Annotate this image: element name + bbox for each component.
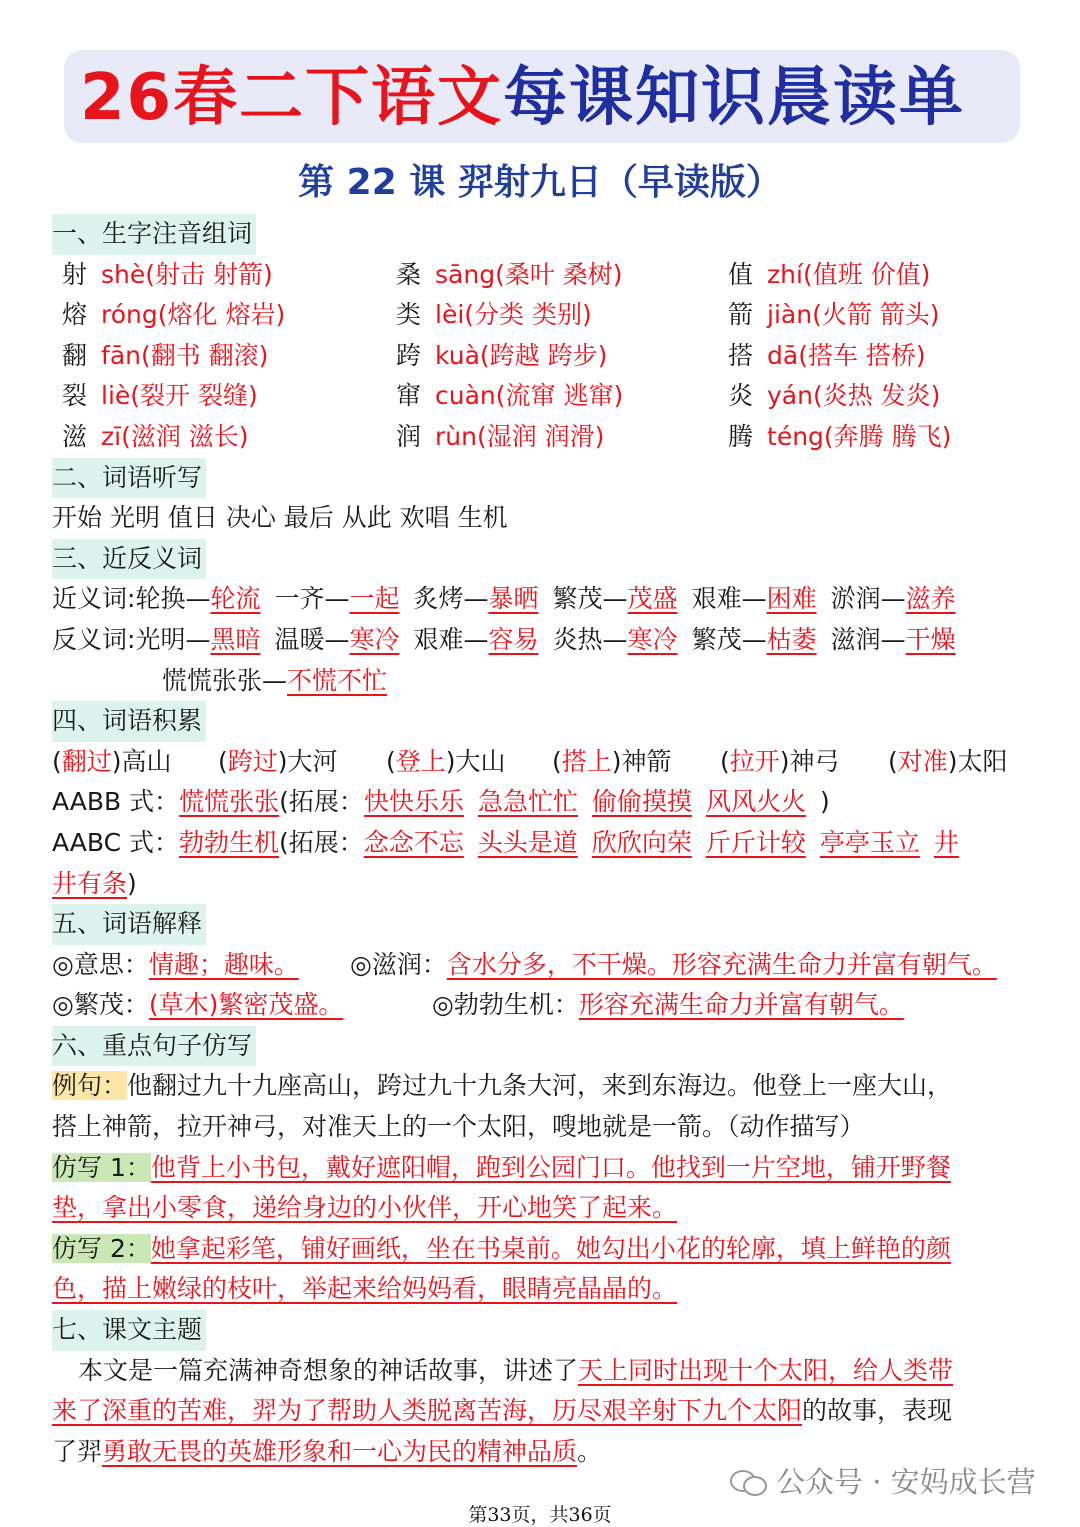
char-entry [396,417,604,458]
aabc-row-cont: 井有条) [52,868,137,898]
theme-line-2: 来了深重的苦难，羿为了帮助人类脱离苦海，历尽艰辛射下九个太阳的故事，表现 [52,1396,953,1426]
pinyin: dā [767,340,799,370]
char: 射 [62,259,88,289]
words: (分类 类别) [464,300,592,330]
char-entry [728,376,940,417]
section-7-title: 七、课文主题 [52,1310,206,1351]
char-row [52,295,1032,336]
imitation-2-line-2: 色，描上嫩绿的枝叶，举起来给妈妈看，眼睛亮晶晶的。 [52,1274,678,1304]
words: (裂开 裂缝) [130,381,258,411]
char-row [52,376,1032,417]
verb-phrase: (登上)大山 [386,746,506,776]
imitation-2-line-1: 仿写 2：她拿起彩笔，铺好画纸，坐在书桌前。她勾出小花的轮廓，填上鲜艳的颜 [52,1233,951,1263]
char-entry [396,336,607,377]
verb-phrase: (对准)太阳 [888,746,1008,776]
char: 窜 [396,381,422,411]
char: 箭 [728,300,754,330]
content [52,214,1032,1472]
char: 裂 [62,381,88,411]
words: (射击 射箭) [145,259,273,289]
watermark: 公众号 · 安妈成长营 [730,1460,1036,1501]
pinyin: rùn [435,421,477,451]
aabc-row: AABC 式：勃勃生机(拓展：念念不忘 头头是道 欣欣向荣 斤斤计较 亭亭玉立 井 [52,827,959,857]
words: (流窜 逃窜) [495,381,624,411]
pinyin: cuàn [435,381,496,411]
char: 跨 [396,340,422,370]
char-entry [62,295,285,336]
char-entry [396,255,623,296]
char: 腾 [728,421,754,451]
char-row [52,336,1032,377]
char: 值 [728,259,754,289]
char-entry [728,336,926,377]
char: 桑 [396,259,422,289]
definitions-row-1: ◎意思：情趣；趣味。 ◎滋润：含水分多，不干燥。形容充满生命力并富有朝气。 [52,949,997,979]
char-entry [396,376,623,417]
words: (奔腾 腾飞) [823,421,952,451]
pinyin: sāng [435,259,496,289]
pinyin: kuà [435,340,480,370]
char-entry [62,376,258,417]
words: (搭车 搭桥) [798,340,926,370]
words: (炎热 发炎) [812,381,941,411]
verb-phrase: (翻过)高山 [52,746,172,776]
pinyin: lèi [435,300,465,330]
example-sentence-line-1: 例句：他翻过九十九座高山，跨过九十九条大河，来到东海边。他登上一座大山， [52,1071,953,1101]
theme-line-3: 了羿勇敢无畏的英雄形象和一心为民的精神品质。 [52,1436,603,1466]
words: (熔化 熔岩) [157,300,286,330]
char-entry [728,295,940,336]
antonyms-row: 反义词:光明—黑暗 温暖—寒冷 艰难—容易 炎热—寒冷 繁茂—枯萎 滋润—干燥 [52,624,956,654]
char-entry [728,255,930,296]
char: 类 [396,300,422,330]
section-6-title: 六、重点句子仿写 [52,1026,256,1067]
pinyin: jiàn [767,300,813,330]
section-4-title: 四、词语积累 [52,701,206,742]
imitation-1-line-2: 垫，拿出小零食，递给身边的小伙伴，开心地笑了起来。 [52,1193,678,1223]
synonyms-row: 近义词:轮换—轮流 一齐—一起 炙烤—暴晒 繁茂—茂盛 艰难—困难 淤润—滋养 [52,584,956,614]
theme-line-1: 本文是一篇充满神奇想象的神话故事，讲述了天上同时出现十个太阳，给人类带 [78,1355,954,1385]
pinyin: téng [767,421,824,451]
antonyms-extra-row: 慌慌张张—不慌不忙 [162,665,388,695]
char-entry [62,336,268,377]
imitation-1-line-1: 仿写 1：他背上小书包，戴好遮阳帽，跑到公园门口。他找到一片空地，铺开野餐 [52,1152,951,1182]
char: 润 [396,421,422,451]
char: 熔 [62,300,88,330]
section-3-title: 三、近反义词 [52,539,206,580]
definitions-row-2: ◎繁茂：(草木)繁密茂盛。 ◎勃勃生机：形容充满生命力并富有朝气。 [52,990,904,1020]
words: (湿润 润滑) [476,421,605,451]
char: 炎 [728,381,754,411]
pinyin: liè [101,381,131,411]
char-entry [62,417,249,458]
page-footer: 第33页，共36页 [468,1504,612,1526]
char-row [52,417,1032,458]
dictation-words: 开始 光明 值日 决心 最后 从此 欢唱 生机 [52,503,508,533]
lesson-title: 第 22 课 羿射九日（早读版） [298,162,782,203]
char: 搭 [728,340,754,370]
section-5-title: 五、词语解释 [52,904,206,945]
char-entry [62,255,273,296]
words: (跨越 跨步) [479,340,608,370]
words: (值班 价值) [802,259,931,289]
pinyin: shè [101,259,146,289]
pinyin: yán [767,381,813,411]
verb-phrase: (搭上)神箭 [552,746,672,776]
pinyin: róng [101,300,158,330]
words: (滋润 滋长) [121,421,249,451]
char-entry [728,417,951,458]
words: (火箭 箭头) [812,300,940,330]
section-1-title: 一、生字注音组词 [52,214,256,255]
words: (桑叶 桑树) [495,259,623,289]
verb-phrase: (拉开)神弓 [720,746,840,776]
pinyin: zhí [767,259,803,289]
pinyin: fān [101,340,141,370]
pinyin: zī [101,421,122,451]
verb-phrase: (跨过)大河 [218,746,338,776]
char-entry [396,295,592,336]
char-row [52,255,1032,296]
page-title: 26春二下语文每课知识晨读单 [80,61,966,135]
words: (翻书 翻滚) [140,340,269,370]
example-sentence-line-2: 搭上神箭，拉开神弓，对准天上的一个太阳，嗖地就是一箭。（动作描写） [52,1112,865,1142]
aabb-row: AABB 式：慌慌张张(拓展：快快乐乐 急急忙忙 偷偷摸摸 风风火火 ) [52,787,830,817]
char: 滋 [62,421,88,451]
verb-phrases-row [52,742,1032,783]
wechat-icon [730,1466,766,1496]
char: 翻 [62,340,88,370]
section-2-title: 二、词语听写 [52,458,206,499]
